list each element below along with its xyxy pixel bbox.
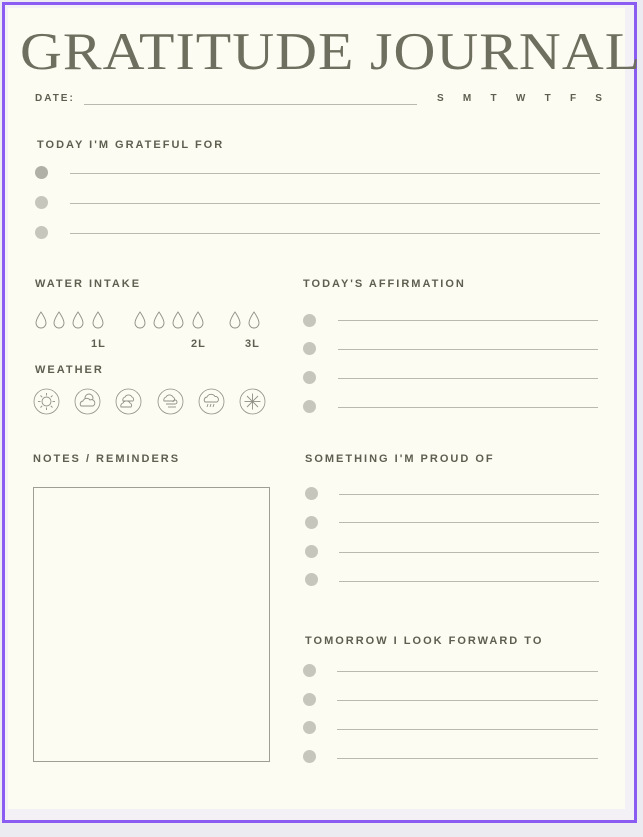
day-thursday[interactable]: T (544, 93, 551, 104)
weather-heading: WEATHER (35, 364, 104, 376)
tomorrow-bullet (303, 664, 316, 677)
tomorrow-bullet (303, 750, 316, 763)
tomorrow-heading: TOMORROW I LOOK FORWARD TO (305, 635, 544, 647)
water-mark-1l: 1L (91, 338, 106, 350)
water-drop-icon[interactable] (53, 311, 65, 329)
grateful-line[interactable] (70, 203, 600, 204)
day-tuesday[interactable]: T (490, 93, 497, 104)
affirmation-line[interactable] (338, 378, 598, 379)
water-drop-icon[interactable] (92, 311, 104, 329)
day-monday[interactable]: M (462, 93, 472, 104)
affirmation-bullet (303, 314, 316, 327)
cloudy-icon[interactable] (115, 388, 142, 415)
water-drop-icon[interactable] (72, 311, 84, 329)
tomorrow-line[interactable] (337, 729, 598, 730)
proud-bullet (305, 573, 318, 586)
grateful-bullet (35, 196, 48, 209)
rain-icon[interactable] (198, 388, 225, 415)
notes-box[interactable] (33, 487, 270, 762)
affirmation-heading: TODAY'S AFFIRMATION (303, 278, 466, 290)
tomorrow-line[interactable] (337, 700, 598, 701)
water-drop-icon[interactable] (134, 311, 146, 329)
affirmation-line[interactable] (338, 407, 598, 408)
journal-title: GRATITUDE JOURNAL (20, 21, 642, 81)
proud-bullet (305, 487, 318, 500)
sun-icon[interactable] (33, 388, 60, 415)
proud-bullet (305, 516, 318, 529)
tomorrow-line[interactable] (337, 758, 598, 759)
water-mark-3l: 3L (245, 338, 260, 350)
grateful-heading: TODAY I'M GRATEFUL FOR (37, 139, 225, 151)
water-drop-icon[interactable] (153, 311, 165, 329)
day-friday[interactable]: F (569, 93, 577, 104)
grateful-line[interactable] (70, 233, 600, 234)
tomorrow-bullet (303, 693, 316, 706)
proud-line[interactable] (339, 581, 599, 582)
tomorrow-line[interactable] (337, 671, 598, 672)
snowflake-icon[interactable] (239, 388, 266, 415)
water-heading: WATER INTAKE (35, 278, 142, 290)
water-drop-icon[interactable] (172, 311, 184, 329)
weekday-selector (437, 93, 602, 104)
water-drop-icon[interactable] (192, 311, 204, 329)
affirmation-bullet (303, 342, 316, 355)
windy-icon[interactable] (157, 388, 184, 415)
water-drop-icon[interactable] (229, 311, 241, 329)
water-mark-2l: 2L (191, 338, 206, 350)
day-sunday[interactable]: S (437, 93, 444, 104)
grateful-line[interactable] (70, 173, 600, 174)
water-drop-icon[interactable] (35, 311, 47, 329)
grateful-bullet (35, 166, 48, 179)
partly-cloudy-icon[interactable] (74, 388, 101, 415)
day-saturday[interactable]: S (595, 93, 602, 104)
affirmation-line[interactable] (338, 349, 598, 350)
affirmation-line[interactable] (338, 320, 598, 321)
affirmation-bullet (303, 371, 316, 384)
proud-bullet (305, 545, 318, 558)
water-drop-icon[interactable] (248, 311, 260, 329)
date-field[interactable] (84, 104, 417, 105)
tomorrow-bullet (303, 721, 316, 734)
date-label: DATE: (35, 93, 75, 104)
proud-heading: SOMETHING I'M PROUD OF (305, 453, 495, 465)
grateful-bullet (35, 226, 48, 239)
proud-line[interactable] (339, 552, 599, 553)
affirmation-bullet (303, 400, 316, 413)
proud-line[interactable] (339, 522, 599, 523)
proud-line[interactable] (339, 494, 599, 495)
day-wednesday[interactable]: W (515, 93, 526, 104)
notes-heading: NOTES / REMINDERS (33, 453, 181, 465)
